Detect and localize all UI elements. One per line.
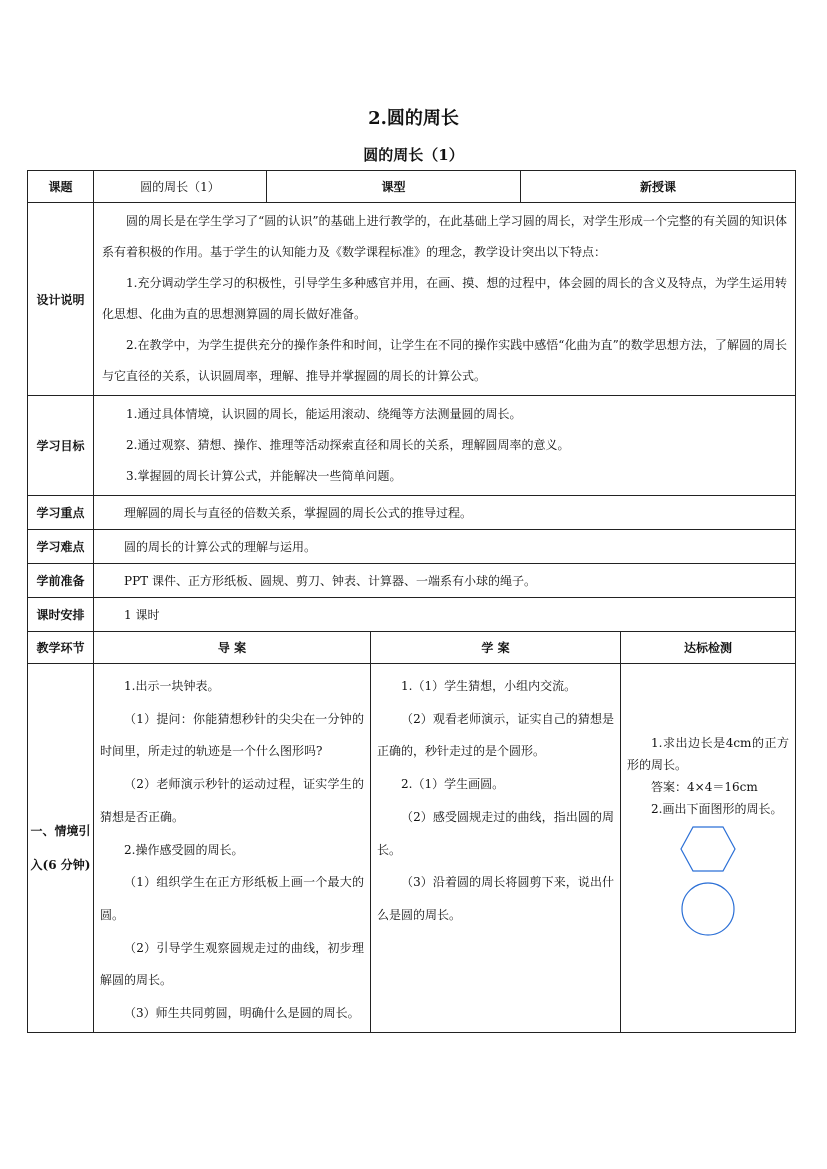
- design-paragraph: 2.在教学中，为学生提供充分的操作条件和时间，让学生在不同的操作实践中感悟“化曲为直”的数学思想方法，了解圆的周长与它直径的关系，认识圆周率，理解、推导并掌握圆的周长的计算公式。: [102, 338, 788, 383]
- guide-step: 2.操作感受圆的周长。: [124, 842, 244, 857]
- document-title: 2.圆的周长: [368, 108, 459, 129]
- table-row-goals: [28, 396, 796, 496]
- key-point-label: 学习重点: [28, 496, 94, 530]
- topic-label: 课题: [28, 171, 94, 203]
- stage-1-learn: [371, 664, 621, 1033]
- circle-icon: [678, 879, 738, 939]
- design-label: 设计说明: [28, 203, 94, 396]
- table-row-difficulty: [28, 530, 796, 564]
- stage-1-test: [621, 664, 796, 1033]
- test-item: 2.画出下面图形的周长。: [651, 802, 783, 816]
- test-header: 达标检测: [621, 632, 796, 664]
- stage-header: 教学环节: [28, 632, 94, 664]
- type-value: 新授课: [521, 171, 796, 203]
- lesson-subtitle: 圆的周长（1）: [363, 146, 464, 164]
- design-paragraph: 圆的周长是在学生学习了“圆的认识”的基础上进行教学的，在此基础上学习圆的周长，对学生形成一个完整的有关圆的知识体系有着积极的作用。基于学生的认知能力及《数学课程标准》的理念，教学设计突出以下特点：: [102, 214, 788, 259]
- learn-step: （2）感受圆规走过的曲线，指出圆的周长。: [377, 809, 615, 857]
- learn-header: 学 案: [371, 632, 621, 664]
- test-item: 1.求出边长是4cm的正方形的周长。: [627, 736, 790, 772]
- learn-step: 2.（1）学生画圆。: [401, 777, 505, 792]
- learn-step: 1.（1）学生猜想，小组内交流。: [401, 679, 577, 693]
- table-row-stage-1: [28, 664, 796, 1033]
- design-paragraph: 1.充分调动学生学习的积极性，引导学生多种感官并用，在画、摸、想的过程中，体会圆的周长的含义及特点，为学生运用转化思想、化曲为直的思想测算圆的周长做好准备。: [102, 276, 788, 321]
- table-row-design: [28, 203, 796, 396]
- schedule-label: 课时安排: [28, 598, 94, 632]
- guide-step: （2）老师演示秒针的运动过程，证实学生的猜想是否正确。: [100, 777, 364, 824]
- table-row-column-headers: [28, 632, 796, 664]
- goal-item: 2.通过观察、猜想、操作、推理等活动探索直径和周长的关系，理解圆周率的意义。: [126, 438, 570, 452]
- table-row-key-point: [28, 496, 796, 530]
- table-row-preparation: [28, 564, 796, 598]
- preparation-value: PPT 课件、正方形纸板、圆规、剪刀、钟表、计算器、一端系有小球的绳子。: [94, 564, 796, 598]
- guide-step: （1）组织学生在正方形纸板上画一个最大的圆。: [100, 875, 364, 922]
- goal-item: 3.掌握圆的周长计算公式，并能解决一些简单问题。: [126, 469, 402, 483]
- test-answer: 答案：4×4＝16cm: [651, 780, 758, 794]
- type-label: 课型: [267, 171, 521, 203]
- guide-step: （3）师生共同剪圆，明确什么是圆的周长。: [124, 1006, 360, 1021]
- learn-step: （2）观看老师演示，证实自己的猜想是正确的，秒针走过的是个圆形。: [377, 711, 615, 759]
- guide-header: 导 案: [94, 632, 371, 664]
- goals-content: [94, 396, 796, 496]
- guide-step: （2）引导学生观察圆规走过的曲线，初步理解圆的周长。: [100, 940, 364, 988]
- preparation-label: 学前准备: [28, 564, 94, 598]
- difficulty-value: 圆的周长的计算公式的理解与运用。: [94, 530, 796, 564]
- goal-item: 1.通过具体情境，认识圆的周长，能运用滚动、绕绳等方法测量圆的周长。: [126, 407, 522, 421]
- table-row-topic: [28, 171, 796, 203]
- stage-1-guide: [94, 664, 371, 1033]
- guide-step: （1）提问：你能猜想秒针的尖尖在一分钟的时间里，所走过的轨迹是一个什么图形吗?: [100, 711, 364, 759]
- schedule-value: 1 课时: [94, 598, 796, 632]
- table-row-schedule: [28, 598, 796, 632]
- design-content: [94, 203, 796, 396]
- hexagon-icon: [678, 824, 738, 874]
- guide-step: 1.出示一块钟表。: [124, 679, 220, 693]
- difficulty-label: 学习难点: [28, 530, 94, 564]
- learn-step: （3）沿着圆的周长将圆剪下来，说出什么是圆的周长。: [377, 875, 615, 922]
- test-shapes: [627, 824, 789, 939]
- key-point-value: 理解圆的周长与直径的倍数关系，掌握圆的周长公式的推导过程。: [94, 496, 796, 530]
- goals-label: 学习目标: [28, 396, 94, 496]
- topic-value: 圆的周长（1）: [94, 171, 267, 203]
- stage-1-name: 一、情境引入(6 分钟): [28, 664, 94, 1033]
- lesson-plan-table: [27, 170, 796, 1033]
